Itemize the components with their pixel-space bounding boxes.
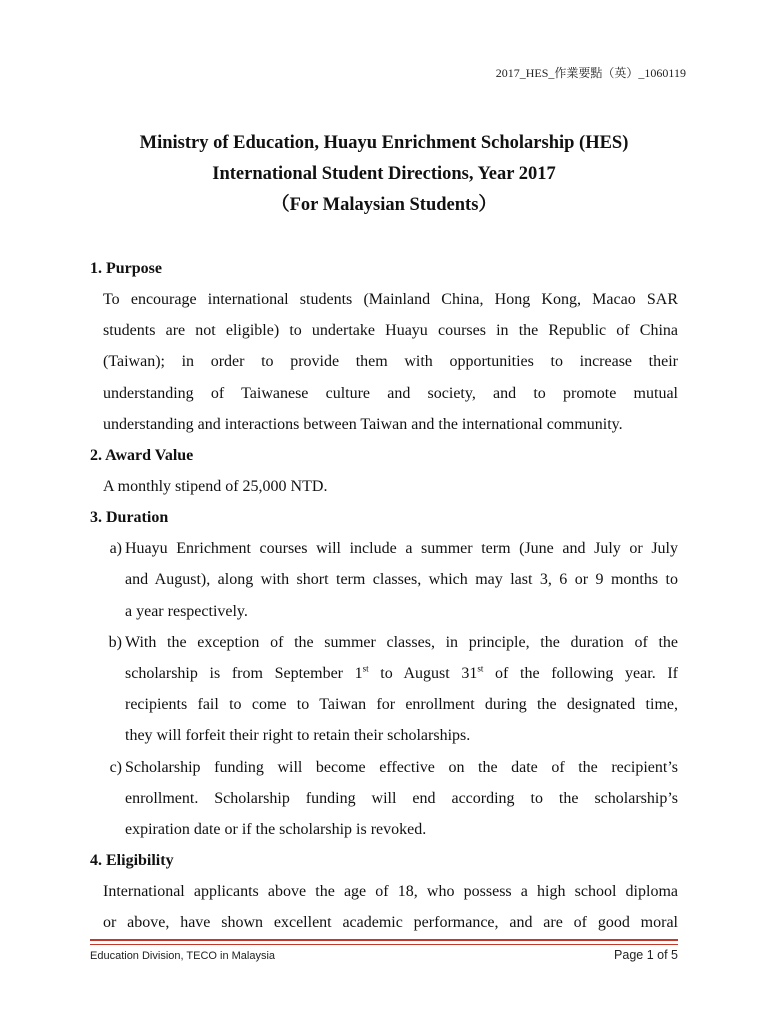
purpose-line: understanding of Taiwanese culture and society, and to promote mutual	[103, 384, 678, 402]
award-paragraph	[103, 471, 678, 502]
ordinal-suffix: st	[477, 663, 484, 674]
item-line: Scholarship funding will become effective on the date of the recipient’s	[125, 758, 678, 776]
document-title	[0, 128, 768, 221]
footer-rule-thin	[90, 944, 678, 945]
eligibility-line: International applicants above the age of 18, who possess a high school diploma	[103, 883, 678, 901]
item-line: Huayu Enrichment courses will include a summer term (June and July or July	[125, 540, 678, 558]
item-text: of the following year. If	[483, 665, 678, 683]
item-line: enrollment. Scholarship funding will end according to the scholarship’s	[125, 789, 678, 807]
ordinal-suffix: st	[362, 663, 369, 674]
purpose-line: understanding and interactions between Taiwan and the international community.	[103, 415, 623, 433]
section-heading-eligibility: 4. Eligibility	[90, 852, 174, 870]
duration-item-b	[90, 627, 678, 752]
list-marker: b)	[108, 633, 122, 651]
purpose-line: (Taiwan); in order to provide them with opportunities to increase their	[103, 353, 678, 371]
item-line	[125, 658, 678, 689]
item-line: a year respectively.	[125, 602, 248, 620]
document-code: 2017_HES_作業要點（英）_1060119	[495, 66, 686, 80]
item-line: they will forfeit their right to retain their scholarships.	[125, 727, 471, 745]
item-text: scholarship is from September 1	[125, 665, 363, 683]
footer-organization: Education Division, TECO in Malaysia	[90, 950, 276, 962]
title-line-2: International Student Directions, Year 2017	[212, 164, 556, 184]
list-marker: a)	[109, 540, 122, 558]
item-line: expiration date or if the scholarship is revoked.	[125, 821, 427, 839]
item-line: and August), along with short term classes, which may last 3, 6 or 9 months to	[125, 571, 678, 589]
item-line: recipients fail to come to Taiwan for enrollment during the designated time,	[125, 696, 678, 714]
document-body	[90, 253, 678, 939]
award-line: A monthly stipend of 25,000 NTD.	[103, 478, 328, 496]
purpose-line: students are not eligible) to undertake Huayu courses in the Republic of China	[103, 322, 678, 340]
section-heading-purpose: 1. Purpose	[90, 260, 162, 277]
duration-item-a	[90, 533, 678, 627]
footer-rule	[90, 939, 678, 941]
duration-item-c	[90, 752, 678, 846]
section-heading-duration: 3. Duration	[90, 509, 169, 527]
eligibility-paragraph	[103, 876, 678, 938]
purpose-paragraph	[103, 284, 678, 440]
item-text: to August 31	[368, 665, 478, 683]
page-number: Page 1 of 5	[614, 948, 678, 962]
purpose-line: To encourage international students (Mainland China, Hong Kong, Macao SAR	[103, 291, 678, 308]
title-line-3: （For Malaysian Students）	[271, 195, 497, 215]
title-line-1: Ministry of Education, Huayu Enrichment Scholarship (HES)	[139, 133, 629, 153]
list-marker: c)	[109, 758, 122, 776]
eligibility-line: or above, have shown excellent academic performance, and are of good moral	[103, 914, 678, 932]
item-line: With the exception of the summer classes, in principle, the duration of the	[125, 633, 678, 651]
section-heading-award: 2. Award Value	[90, 447, 194, 465]
